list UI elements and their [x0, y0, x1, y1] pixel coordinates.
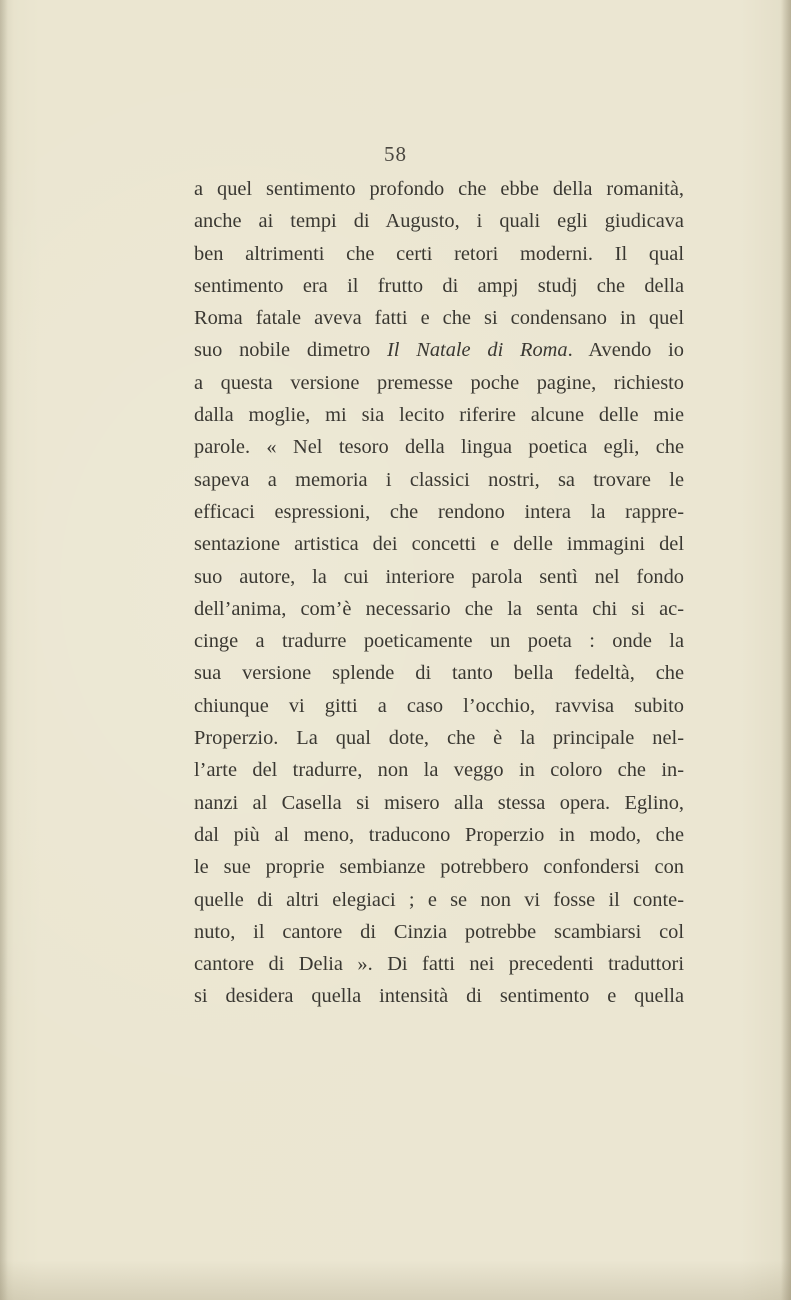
text-line: sua versione splende di tanto bella fedeltà, che: [194, 662, 684, 685]
text-line: efficaci espressioni, che rendono intera la rappre-: [194, 500, 684, 523]
page-left-edge-shadow: [0, 0, 8, 1300]
text-line: nuto, il cantore di Cinzia potrebbe scambiarsi col: [194, 920, 684, 943]
text-line-segment: . Avendo io: [567, 339, 684, 362]
text-line: cantore di Delia ». Di fatti nei precedenti traduttori: [194, 953, 684, 976]
text-line: sapeva a memoria i classici nostri, sa trovare le: [194, 468, 684, 491]
text-line: suo autore, la cui interiore parola sentì nel fondo: [194, 565, 684, 588]
body-text: [194, 173, 684, 1013]
text-line: nanzi al Casella si misero alla stessa opera. Eglino,: [194, 791, 684, 814]
text-line: parole. « Nel tesoro della lingua poetica egli, che: [194, 436, 684, 459]
text-line: a questa versione premesse poche pagine, richiesto: [194, 371, 684, 394]
page-right-edge-shadow: [781, 0, 791, 1300]
text-line: sentimento era il frutto di ampj studj che della: [194, 274, 684, 297]
text-line: ben altrimenti che certi retori moderni. Il qual: [194, 242, 684, 265]
text-line: dell’anima, com’è necessario che la senta chi si ac-: [194, 597, 684, 620]
text-line: le sue proprie sembianze potrebbero confondersi con: [194, 856, 684, 879]
text-line: Properzio. La qual dote, che è la principale nel-: [194, 727, 684, 750]
text-line: l’arte del tradurre, non la veggo in coloro che in-: [194, 759, 684, 782]
text-line: cinge a tradurre poeticamente un poeta : onde la: [194, 630, 684, 653]
text-line: Roma fatale aveva fatti e che si condensano in quel: [194, 307, 684, 330]
page-number: 58: [384, 142, 407, 166]
text-line: si desidera quella intensità di sentimento e quella: [194, 985, 684, 1008]
text-line: a quel sentimento profondo che ebbe della romanità,: [194, 178, 684, 200]
page-bottom-edge-shadow: [0, 1260, 791, 1300]
text-line: anche ai tempi di Augusto, i quali egli giudicava: [194, 210, 684, 233]
text-line: chiunque vi gitti a caso l’occhio, ravvisa subito: [194, 694, 684, 717]
text-line: sentazione artistica dei concetti e delle immagini del: [194, 533, 684, 556]
text-line: dal più al meno, traducono Properzio in modo, che: [194, 823, 684, 846]
text-line: [194, 334, 684, 366]
text-line: quelle di altri elegiaci ; e se non vi fosse il conte-: [194, 888, 684, 911]
text-line-segment: suo nobile dimetro: [194, 339, 371, 362]
italic-title: Il Natale di Roma: [387, 339, 568, 362]
text-line: dalla moglie, mi sia lecito riferire alcune delle mie: [194, 404, 684, 427]
